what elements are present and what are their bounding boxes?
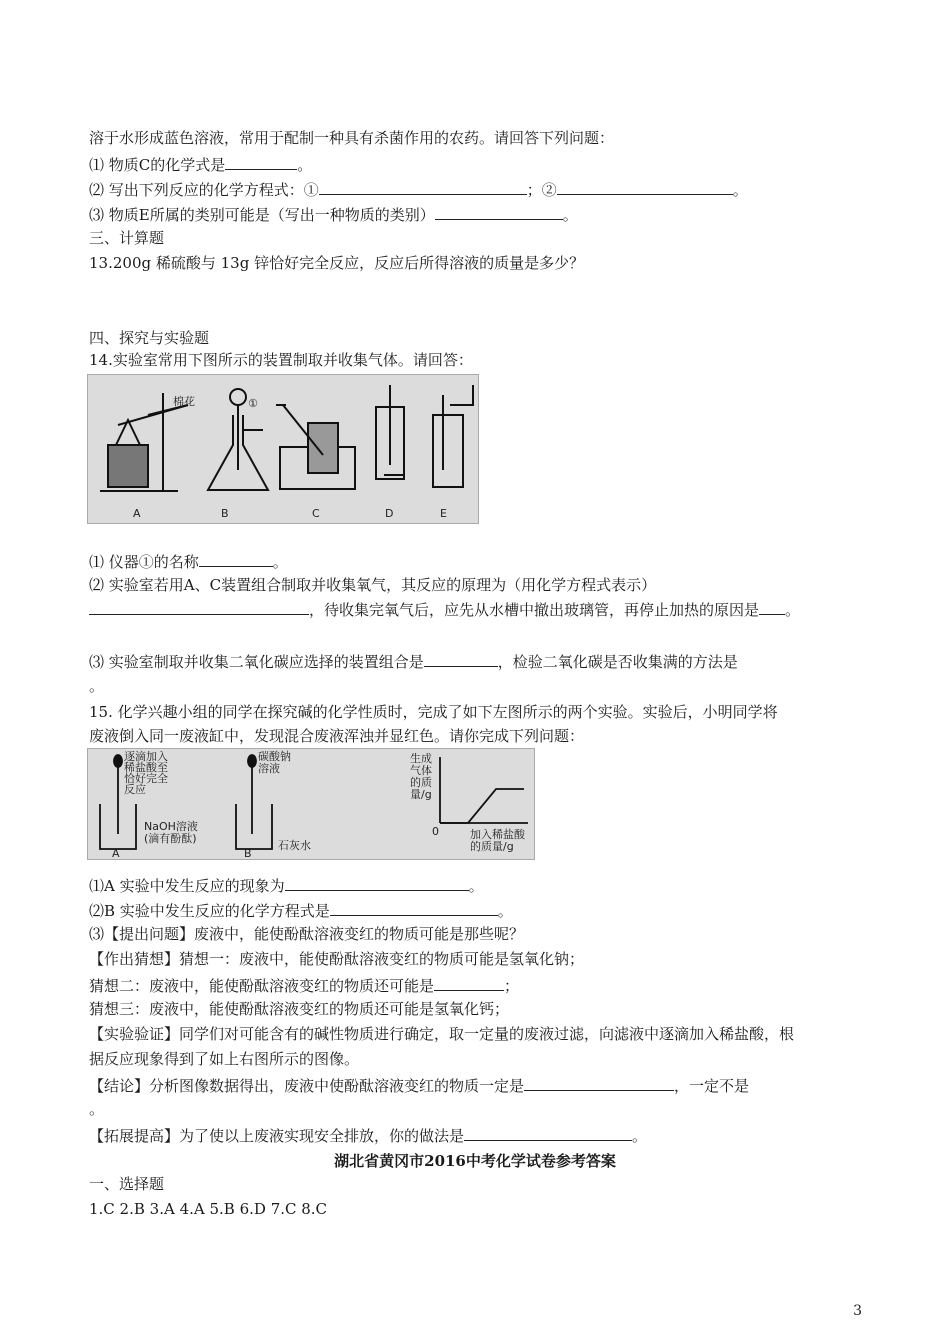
question-14-2: ⑵ 实验室若用A、C装置组合制取并收集氧气，其反应的原理为（用化学方程式表示） (89, 576, 657, 594)
question-15-cont: 废液倒入同一废液缸中，发现混合废液浑浊并显红色。请你完成下列问题： (89, 727, 585, 745)
answer-blank[interactable] (524, 1074, 674, 1091)
answer-blank[interactable] (285, 874, 469, 891)
instrument-one-label: ① (248, 397, 258, 410)
question-14-1: ⑴ 仪器①的名称 。 (89, 550, 288, 572)
answer-blank[interactable] (424, 650, 498, 667)
text-line: 溶于水形成蓝色溶液，常用于配制一种具有杀菌作用的农药。请回答下列问题： (89, 129, 615, 147)
answer-key-title: 湖北省黄冈市2016中考化学试卷参考答案 (334, 1152, 616, 1170)
answer-blank[interactable] (199, 550, 273, 567)
question-14-3-end: 。 (89, 677, 105, 695)
verification: 【实验验证】同学们对可能含有的碱性物质进行确定，取一定量的废液过滤，向滤液中逐滴加入稀盐酸，根 (89, 1025, 795, 1043)
conclusion: 【结论】分析图像数据得出，废液中使酚酞溶液变红的物质一定是 ，一定不是 (89, 1074, 749, 1096)
question-15-3: ⑶【提出问题】废液中，能使酚酞溶液变红的物质可能是那些呢？ (89, 925, 525, 943)
section-heading: 三、计算题 (89, 229, 165, 247)
beaker-b-solution: 石灰水 (278, 839, 311, 852)
apparatus-label-e: E (440, 507, 447, 520)
question-equations: ⑵ 写出下列反应的化学方程式：① ；② 。 (89, 178, 748, 200)
apparatus-label-a: A (133, 507, 141, 520)
apparatus-label-b: B (221, 507, 229, 520)
hypothesis-2: 猜想二：废液中，能使酚酞溶液变红的物质还可能是 ； (89, 974, 519, 996)
apparatus-drawing (88, 375, 478, 523)
question-c-formula: ⑴ 物质C的化学式是 。 (89, 153, 312, 175)
beaker-a-note: 逐滴加入 稀盐酸至 恰好完全 反应 (124, 750, 168, 796)
graph-y-label: 生成 气体 的质 量/g (410, 752, 432, 801)
section-heading: 四、探究与实验题 (89, 329, 210, 347)
answer-blank[interactable] (319, 178, 527, 195)
answer-blank[interactable] (89, 598, 309, 615)
graph-x-label: 加入稀盐酸 的质量/g (470, 828, 525, 853)
answer-section-heading: 一、选择题 (89, 1175, 165, 1193)
beaker-a-solution: NaOH溶液 (滴有酚酞) (144, 820, 198, 845)
answer-blank[interactable] (759, 598, 785, 615)
answer-list: 1.C 2.B 3.A 4.A 5.B 6.D 7.C 8.C (89, 1200, 328, 1218)
beaker-b-label: B (244, 847, 252, 860)
question-14-3: ⑶ 实验室制取并收集二氧化碳应选择的装置组合是 ，检验二氧化碳是否收集满的方法是 (89, 650, 738, 672)
verification-cont: 据反应现象得到了如上右图所示的图像。 (89, 1050, 360, 1068)
experiment-figure (87, 748, 535, 860)
page-number: 3 (853, 1303, 862, 1319)
question-15: 15. 化学兴趣小组的同学在探究碱的化学性质时，完成了如下左图所示的两个实验。实验后，小明同学将 (89, 703, 778, 721)
answer-blank[interactable] (330, 899, 498, 916)
answer-blank[interactable] (434, 974, 504, 991)
hypothesis-3: 猜想三：废液中，能使酚酞溶液变红的物质还可能是氢氧化钙； (89, 1000, 510, 1018)
hypothesis-1: 【作出猜想】猜想一：废液中，能使酚酞溶液变红的物质可能是氢氧化钠； (89, 950, 585, 968)
beaker-b-note: 碳酸钠 溶液 (258, 750, 291, 775)
question-14: 14.实验室常用下图所示的装置制取并收集气体。请回答： (89, 351, 473, 369)
question-e-category: ⑶ 物质E所属的类别可能是（写出一种物质的类别） 。 (89, 203, 578, 225)
answer-blank[interactable] (464, 1124, 632, 1141)
apparatus-figure (87, 374, 479, 524)
apparatus-label-d: D (385, 507, 394, 520)
conclusion-end: 。 (89, 1100, 105, 1118)
answer-blank[interactable] (225, 153, 297, 170)
question-15-2: ⑵B 实验中发生反应的化学方程式是 。 (89, 899, 513, 921)
answer-blank[interactable] (435, 203, 563, 220)
cotton-label: 棉花 (173, 395, 195, 408)
extension: 【拓展提高】为了使以上废液实现安全排放，你的做法是 。 (89, 1124, 647, 1146)
question-14-2-cont: ，待收集完氧气后，应先从水槽中撤出玻璃管，再停止加热的原因是 。 (89, 598, 800, 620)
question-13: 13.200g 稀硫酸与 13g 锌恰好完全反应，反应后所得溶液的质量是多少？ (89, 254, 585, 272)
beaker-a-label: A (112, 847, 120, 860)
graph-origin: 0 (432, 825, 439, 838)
apparatus-label-c: C (312, 507, 320, 520)
question-15-1: ⑴A 实验中发生反应的现象为 。 (89, 874, 484, 896)
answer-blank[interactable] (557, 178, 733, 195)
